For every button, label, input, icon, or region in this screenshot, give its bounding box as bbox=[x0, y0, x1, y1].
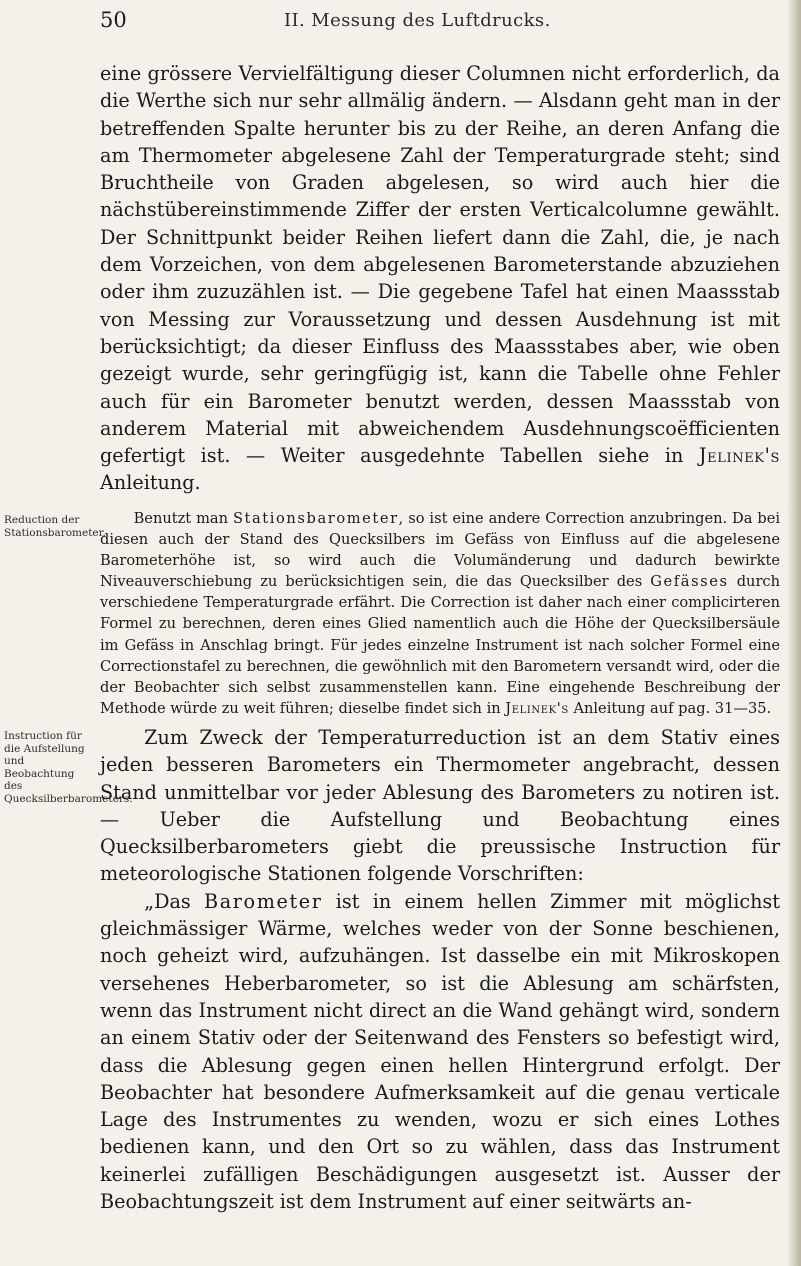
reduction-lead: Benutzt man bbox=[133, 510, 229, 527]
page-header bbox=[100, 8, 790, 40]
quote-term: Barometer bbox=[204, 889, 323, 913]
reduction-text-c: Anleitung auf pag. 31—35. bbox=[573, 699, 772, 717]
intro-text-a: eine grössere Vervielfältigung dieser Columnen nicht erforderlich, da die Werthe sich nur sehr allmälig ändern. — Alsdann geht man in der betreffenden Spalte herunter bis zu der Reihe, an deren Anfang die am Thermometer abgelesene Zahl der Temperaturgrade steht; sind Bruchtheile von Graden abgelesen, so wird auch hier die nächstübereinstimmende Ziffer der ersten Verticalcolumne gewählt. Der Schnittpunkt beider Reihen liefert dann die Zahl, die, je nach dem Vorzeichen, von dem abgelesenen Barometerstande abzuziehen oder ihm zuzuzählen ist. — Die gegebene Tafel hat einen Maassstab von Messing zur Voraussetzung und dessen Ausdehnung ist mit berücksichtigt; da dieser Einfluss des Maassstabes aber, wie oben gezeigt wurde, sehr geringfügig ist, kann die Tabelle ohne Fehler auch für ein Barometer benutzt werden, dessen Maassstab von anderem Material mit abweichendem Ausdehnungscoëfficienten gefertigt ist. — Weiter ausgedehnte Tabellen siehe in bbox=[100, 62, 780, 468]
intro-text-b: Anleitung. bbox=[100, 471, 201, 495]
margin-note-instruction: Instruction für die Aufstellung und Beobachtung des Quecksilberbarometers. bbox=[4, 730, 133, 805]
reduction-author: Jelinek's bbox=[505, 699, 569, 717]
page-edge bbox=[787, 0, 801, 1266]
running-head: II. Messung des Luftdrucks. bbox=[284, 10, 551, 31]
reduction-paragraph bbox=[100, 508, 780, 719]
page-number: 50 bbox=[100, 8, 127, 32]
reduction-text-a: , so ist eine andere Correction anzubringen. Da bei diesen auch der Stand des Quecksilbers im Gefäss von Einfluss auf die abgelesene Barometerhöhe ist, so wird auch die Volumänderung und dadurch bewirkte Niveauverschiebung zu berücksichtigen sein, die das Quecksilber des bbox=[100, 510, 781, 591]
quote-open: „Das bbox=[144, 889, 191, 913]
instruction-text-b: ist in einem hellen Zimmer mit möglichst gleichmässiger Wärme, welches weder von der Sonne beschienen, noch geheizt wird, aufzuhängen. Ist dasselbe ein mit Mikroskopen versehenes Heberbarometer, so ist die Ablesung am schärfsten, wenn das Instrument nicht direct an die Wand gehängt wird, sondern an einem Stativ oder der Seitenwand des Fensters so befestigt wird, dass die Ablesung gegen einen hellen Hintergrund erfolgt. Der Beobachter hat besondere Aufmerksamkeit auf die genau verticale Lage des Instrumentes zu wenden, wozu er sich eines Lothes bedienen kann, und den Ort so zu wählen, dass das Instrument keinerlei zufälligen Beschädigungen ausgesetzt ist. Ausser der Beobachtungszeit ist dem Instrument auf einer seitwärts an- bbox=[100, 889, 780, 1214]
instruction-text-a: Zum Zweck der Temperaturreduction ist an dem Stativ eines jeden besseren Barometers ein Thermometer angebracht, dessen Stand unmittelbar vor jeder Ablesung des Barometers zu notiren ist. — Ueber die Aufstellung und Beobachtung eines Quecksilberbarometers giebt die preussische Instruction für meteorologische Stationen folgende Vorschriften: bbox=[100, 726, 780, 886]
reduction-term: Stationsbarometer bbox=[232, 510, 399, 527]
reduction-text-b: durch verschiedene Temperaturgrade erfährt. Die Correction ist daher nach einer complicirteren Formel zu berechnen, deren eines Glied namentlich auch die Höhe der Quecksilbersäule im Gefäss in Anschlag bringt. Für jedes einzelne Instrument ist nach solcher Formel eine Correctionstafel zu berechnen, die gewöhnlich mit den Barometern versandt wird, oder die der Beobachter sich selbst zusammenstellen kann. Eine eingehende Beschreibung der Methode würde zu weit führen; dieselbe findet sich in bbox=[100, 573, 780, 717]
reduction-term-2: Gefässes bbox=[650, 573, 729, 591]
intro-paragraph bbox=[100, 60, 780, 497]
margin-note-reduction: Reduction der Stationsbarometer. bbox=[4, 514, 106, 539]
author-name: Jelinek's bbox=[698, 444, 780, 468]
instruction-paragraph bbox=[100, 724, 780, 1215]
